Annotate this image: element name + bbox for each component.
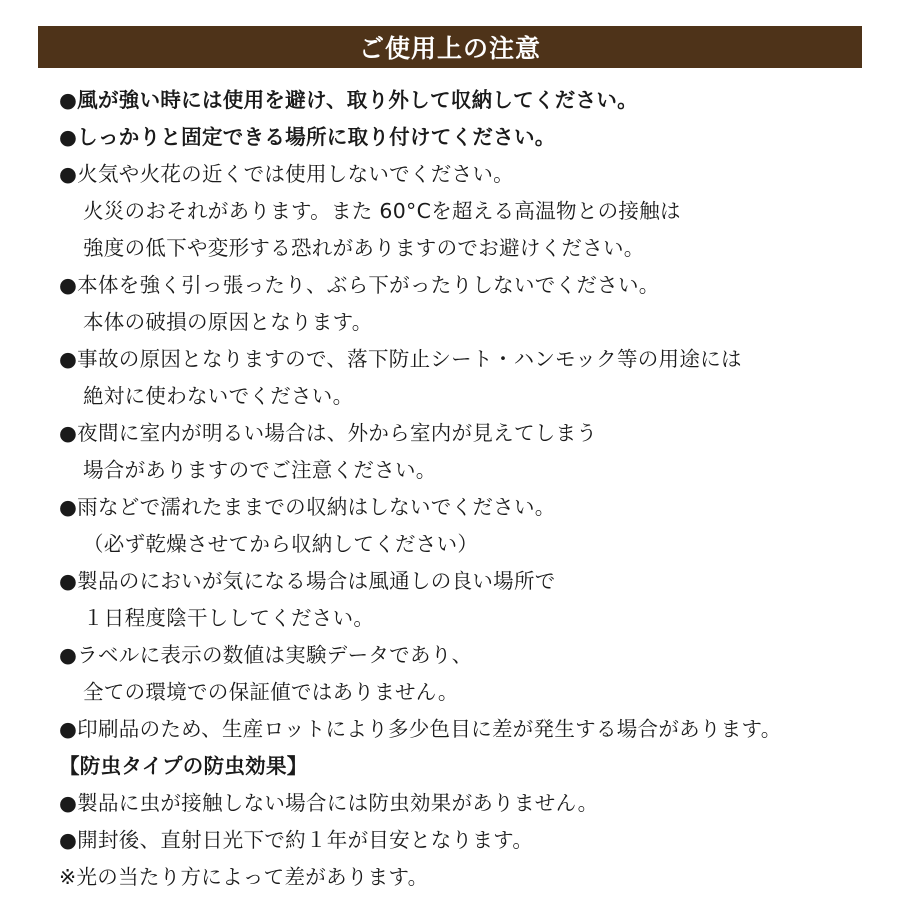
section-heading: 【防虫タイプの防虫効果】 <box>59 754 308 778</box>
notice-line: （必ず乾燥させてから収納してください） <box>83 532 479 556</box>
notice-line: 火災のおそれがあります。また 60°Cを超える高温物との接触は <box>83 199 681 223</box>
page-title: ご使用上の注意 <box>358 34 541 63</box>
notice-line: ●開封後、直射日光下で約１年が目安となります。 <box>59 828 534 852</box>
footnote: ※光の当たり方によって差があります。 <box>59 865 429 889</box>
notice-line: ●しっかりと固定できる場所に取り付けてください。 <box>59 125 556 149</box>
notice-line: 強度の低下や変形する恐れがありますのでお避けください。 <box>83 236 645 260</box>
notice-line: ●製品に虫が接触しない場合には防虫効果がありません。 <box>59 791 599 815</box>
notice-line: 絶対に使わないでください。 <box>83 384 354 408</box>
notice-line: 場合がありますのでご注意ください。 <box>83 458 437 482</box>
notice-line: ●夜間に室内が明るい場合は、外から室内が見えてしまう <box>59 421 598 445</box>
notice-line: ●製品のにおいが気になる場合は風通しの良い場所で <box>59 569 556 593</box>
notice-line: ●雨などで濡れたままでの収納はしないでください。 <box>59 495 556 519</box>
notice-line: ●風が強い時には使用を避け、取り外して収納してください。 <box>59 88 638 112</box>
notice-line: 全ての環境での保証値ではありません。 <box>83 680 459 704</box>
notice-line: １日程度陰干ししてください。 <box>83 606 375 630</box>
notice-line: ●本体を強く引っ張ったり、ぶら下がったりしないでください。 <box>59 273 660 297</box>
notice-line: ●印刷品のため、生産ロットにより多少色目に差が発生する場合があります。 <box>59 717 782 741</box>
notice-line: ●ラベルに表示の数値は実験データであり、 <box>59 643 473 667</box>
notice-list <box>59 82 879 896</box>
notice-line: ●事故の原因となりますので、落下防止シート・ハンモック等の用途には <box>59 347 742 371</box>
notice-line: ●火気や火花の近くでは使用しないでください。 <box>59 162 514 186</box>
header-bar <box>38 26 862 68</box>
notice-line: 本体の破損の原因となります。 <box>83 310 373 334</box>
